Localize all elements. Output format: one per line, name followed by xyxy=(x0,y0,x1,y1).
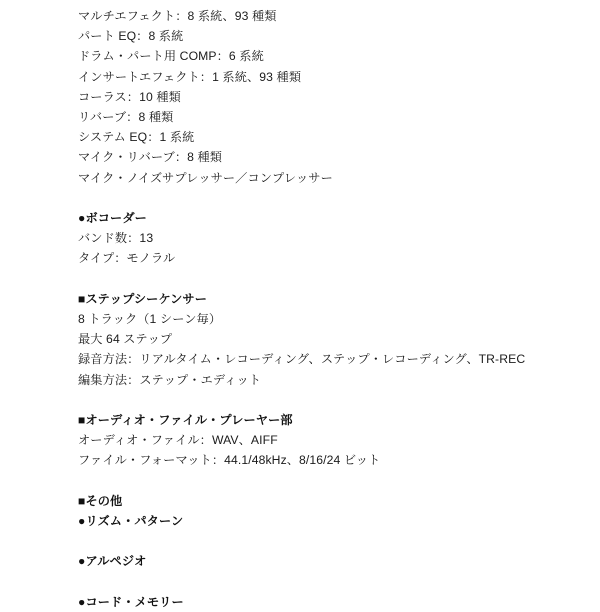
spec-line: 最大 64 ステップ xyxy=(78,332,173,347)
spec-line: ●リズム・パターン xyxy=(78,514,184,529)
spec-line: バンド数：13 xyxy=(78,231,154,246)
spec-line: ■その他 xyxy=(78,493,123,508)
spec-line: ■ステップシーケンサー xyxy=(78,291,207,306)
spec-line: ●コード・メモリー xyxy=(78,594,184,609)
spec-line: ドラム・パート用 COMP：6 系統 xyxy=(78,49,264,64)
spec-line: 録音方法：リアルタイム・レコーディング、ステップ・レコーディング、TR-REC xyxy=(78,352,526,367)
spec-line-list xyxy=(78,6,582,612)
spacer-line xyxy=(78,471,582,491)
spec-line: マルチエフェクト：8 系統、93 種類 xyxy=(78,9,277,23)
spec-line: 編集方法：ステップ・エディット xyxy=(78,372,262,387)
spec-line: マイク・ノイズサプレッサー／コンプレッサー xyxy=(78,170,333,185)
spec-line: ファイル・フォーマット：44.1/48kHz、8/16/24 ビット xyxy=(78,453,381,468)
spec-line: ●アルペジオ xyxy=(78,554,147,569)
spec-line: タイプ：モノラル xyxy=(78,251,176,266)
spec-line: オーディオ・ファイル：WAV、AIFF xyxy=(78,433,278,448)
spacer-line xyxy=(78,572,582,592)
spacer-line xyxy=(78,390,582,410)
spec-line: マイク・リバーブ：8 種類 xyxy=(78,150,223,165)
spec-line: 8 トラック（1 シーン毎） xyxy=(78,312,222,327)
spec-line: コーラス：10 種類 xyxy=(78,89,181,104)
spacer-line xyxy=(78,531,582,551)
spec-line: リバーブ：8 種類 xyxy=(78,110,174,125)
spec-line: ●ボコーダー xyxy=(78,211,147,226)
spacer-line xyxy=(78,188,582,208)
spec-line: ■オーディオ・ファイル・プレーヤー部 xyxy=(78,413,293,428)
spec-line: パート EQ：8 系統 xyxy=(78,29,184,44)
spec-line: システム EQ：1 系統 xyxy=(78,130,195,145)
spec-line: インサートエフェクト：1 系統、93 種類 xyxy=(78,69,302,84)
spacer-line xyxy=(78,269,582,289)
